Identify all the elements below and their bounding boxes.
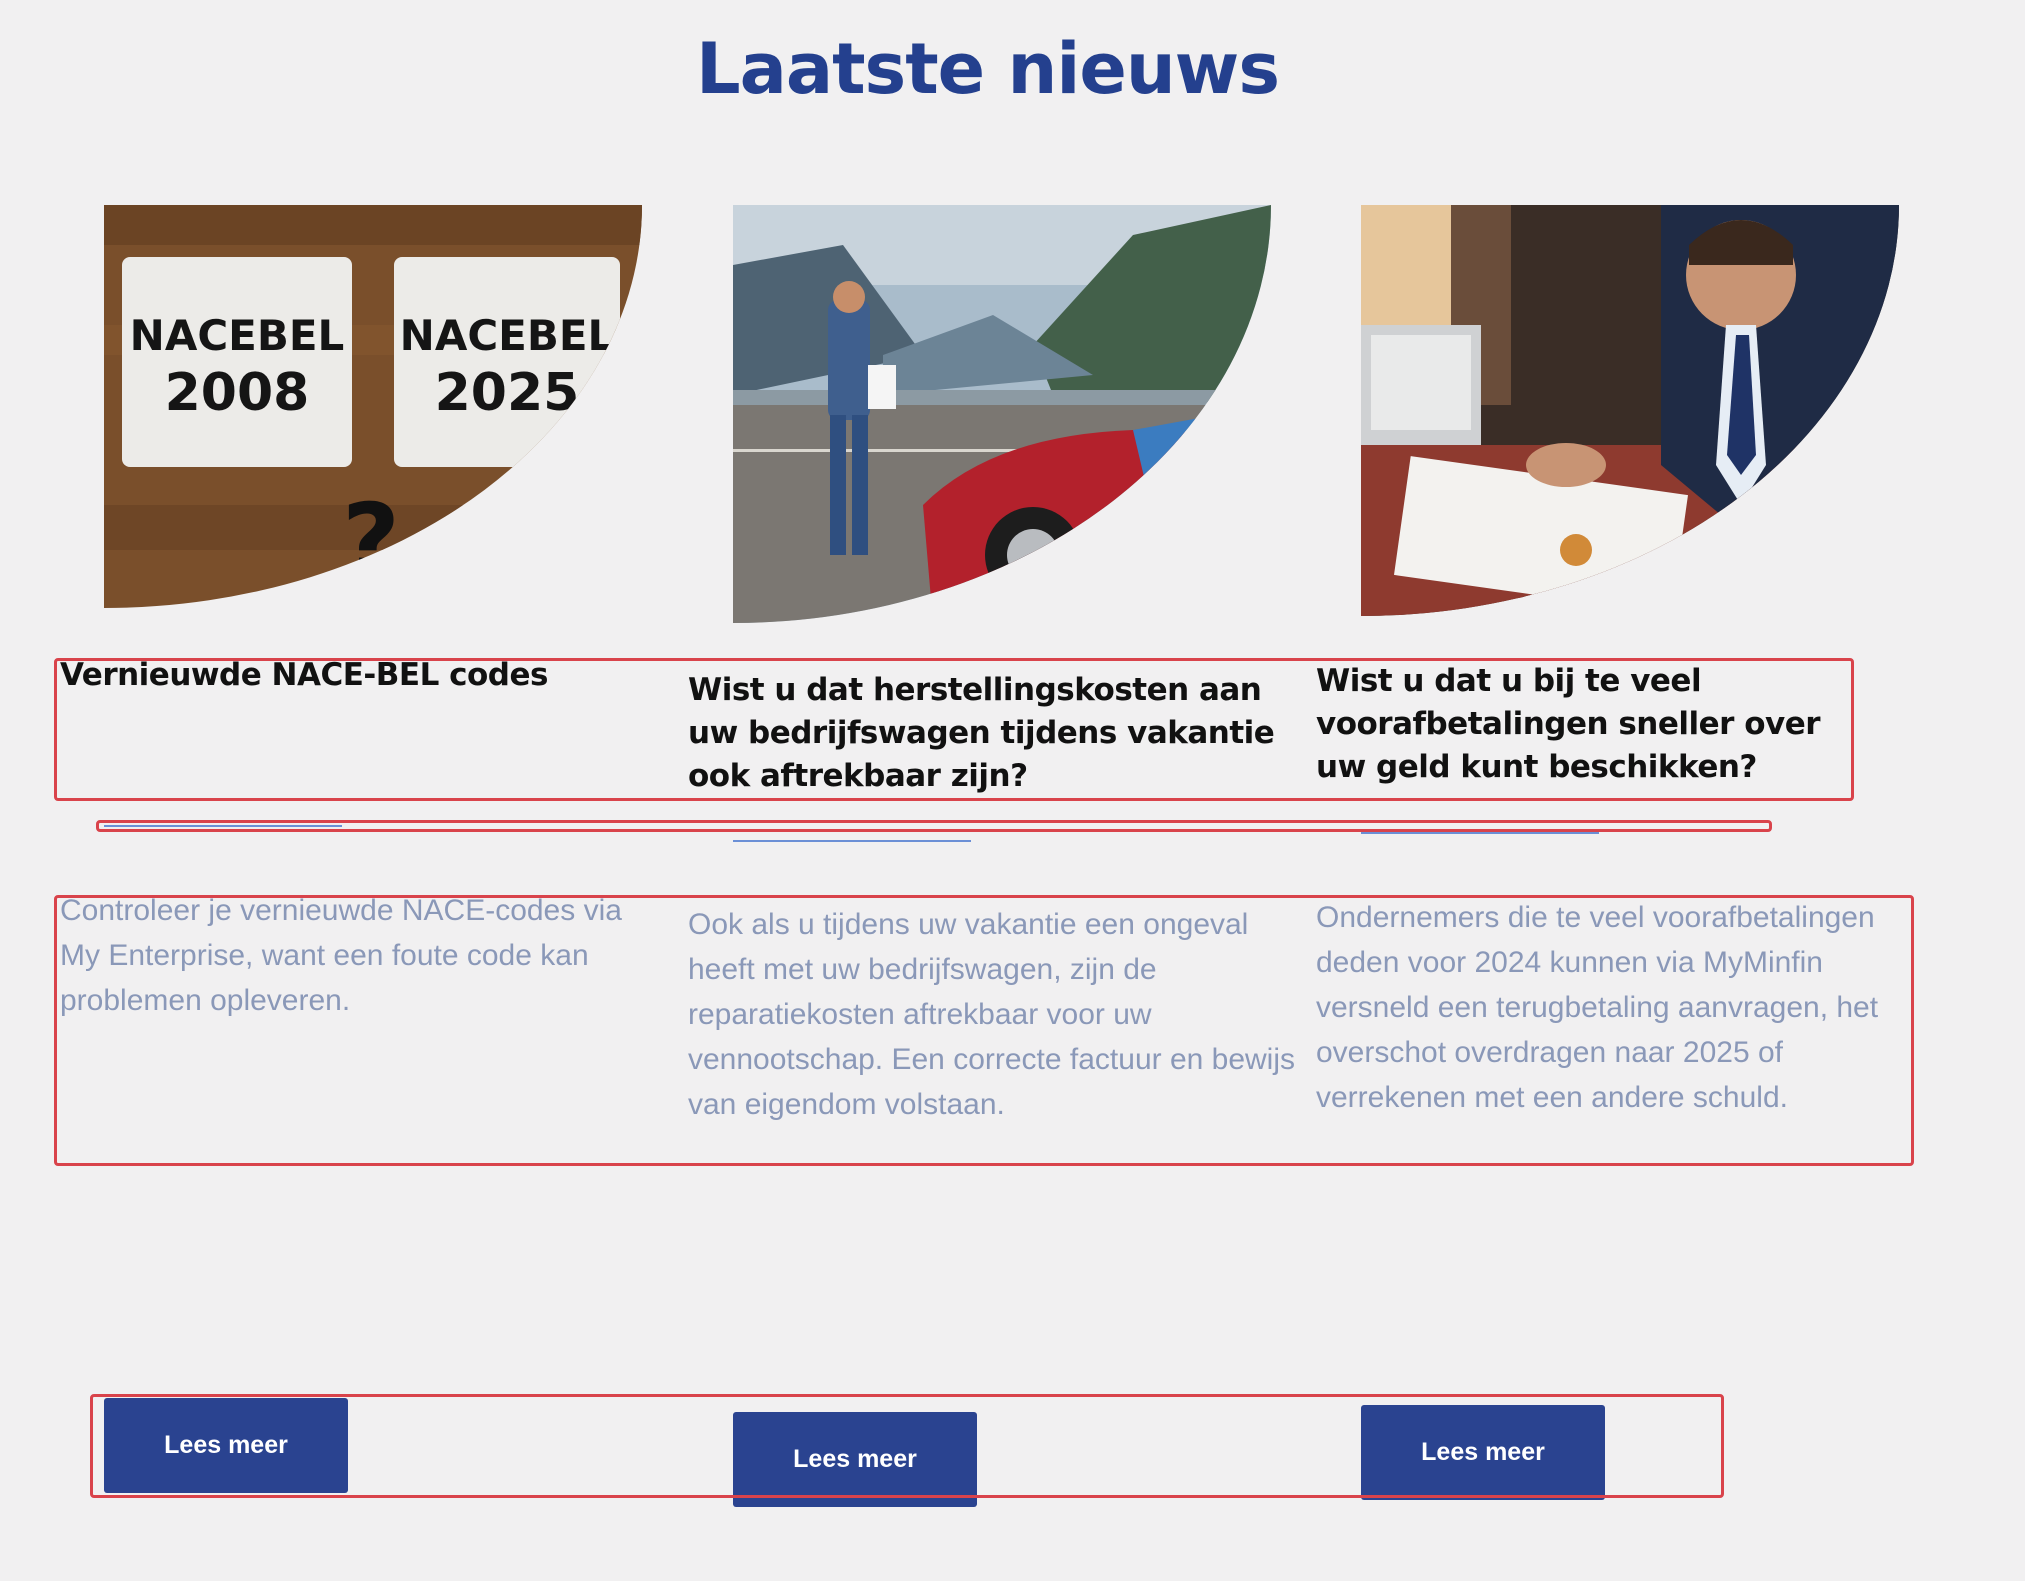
card-image-businessman[interactable] (1361, 205, 1899, 616)
card-heading-prepayments[interactable]: Wist u dat u bij te veel voorafbetalingen sneller over uw geld kunt beschikken? (1316, 663, 1821, 785)
question-mark: ? (341, 482, 401, 599)
card-divider (104, 825, 342, 827)
read-more-button-car[interactable]: Lees meer (733, 1412, 977, 1507)
tile-label-1a: NACEBEL (129, 311, 345, 360)
card-excerpt-car: Ook als u tijdens uw vakantie een ongeval heeft met uw bedrijfswagen, zijn de reparatiekosten aftrekbaar voor uw vennootschap. Een correcte factuur en bewijs van eigendom volstaan. (688, 908, 1296, 1121)
highlight-box-dividers (96, 820, 1772, 832)
read-more-button-nacebel[interactable]: Lees meer (104, 1398, 348, 1493)
tile-label-2a: NACEBEL (399, 311, 615, 360)
card-heading-car[interactable]: Wist u dat herstellingskosten aan uw bedrijfswagen tijdens vakantie ook aftrekbaar zijn? (688, 672, 1275, 794)
tile-label-2b: 2025 (434, 363, 580, 423)
read-more-button-prepayments[interactable]: Lees meer (1361, 1405, 1605, 1500)
tile-label-1b: 2008 (164, 363, 310, 423)
card-image-nacebel[interactable] (104, 205, 642, 608)
businessman-illustration (1361, 205, 1899, 616)
nacebel-illustration (104, 205, 642, 608)
card-image-car[interactable] (733, 205, 1271, 623)
car-illustration (733, 205, 1271, 623)
card-divider (733, 840, 971, 842)
card-excerpt-nacebel: Controleer je vernieuwde NACE-codes via My Enterprise, want een foute code kan problemen opleveren. (60, 894, 622, 1017)
section-title: Laatste nieuws (696, 28, 1279, 110)
card-excerpt-prepayments: Ondernemers die te veel voorafbetalingen deden voor 2024 kunnen via MyMinfin versneld een terugbetaling aanvragen, het overschot overdragen naar 2025 of verrekenen met een andere schuld. (1316, 901, 1879, 1114)
card-divider (1361, 832, 1599, 834)
card-heading-nacebel[interactable]: Vernieuwde NACE-BEL codes (60, 657, 548, 693)
